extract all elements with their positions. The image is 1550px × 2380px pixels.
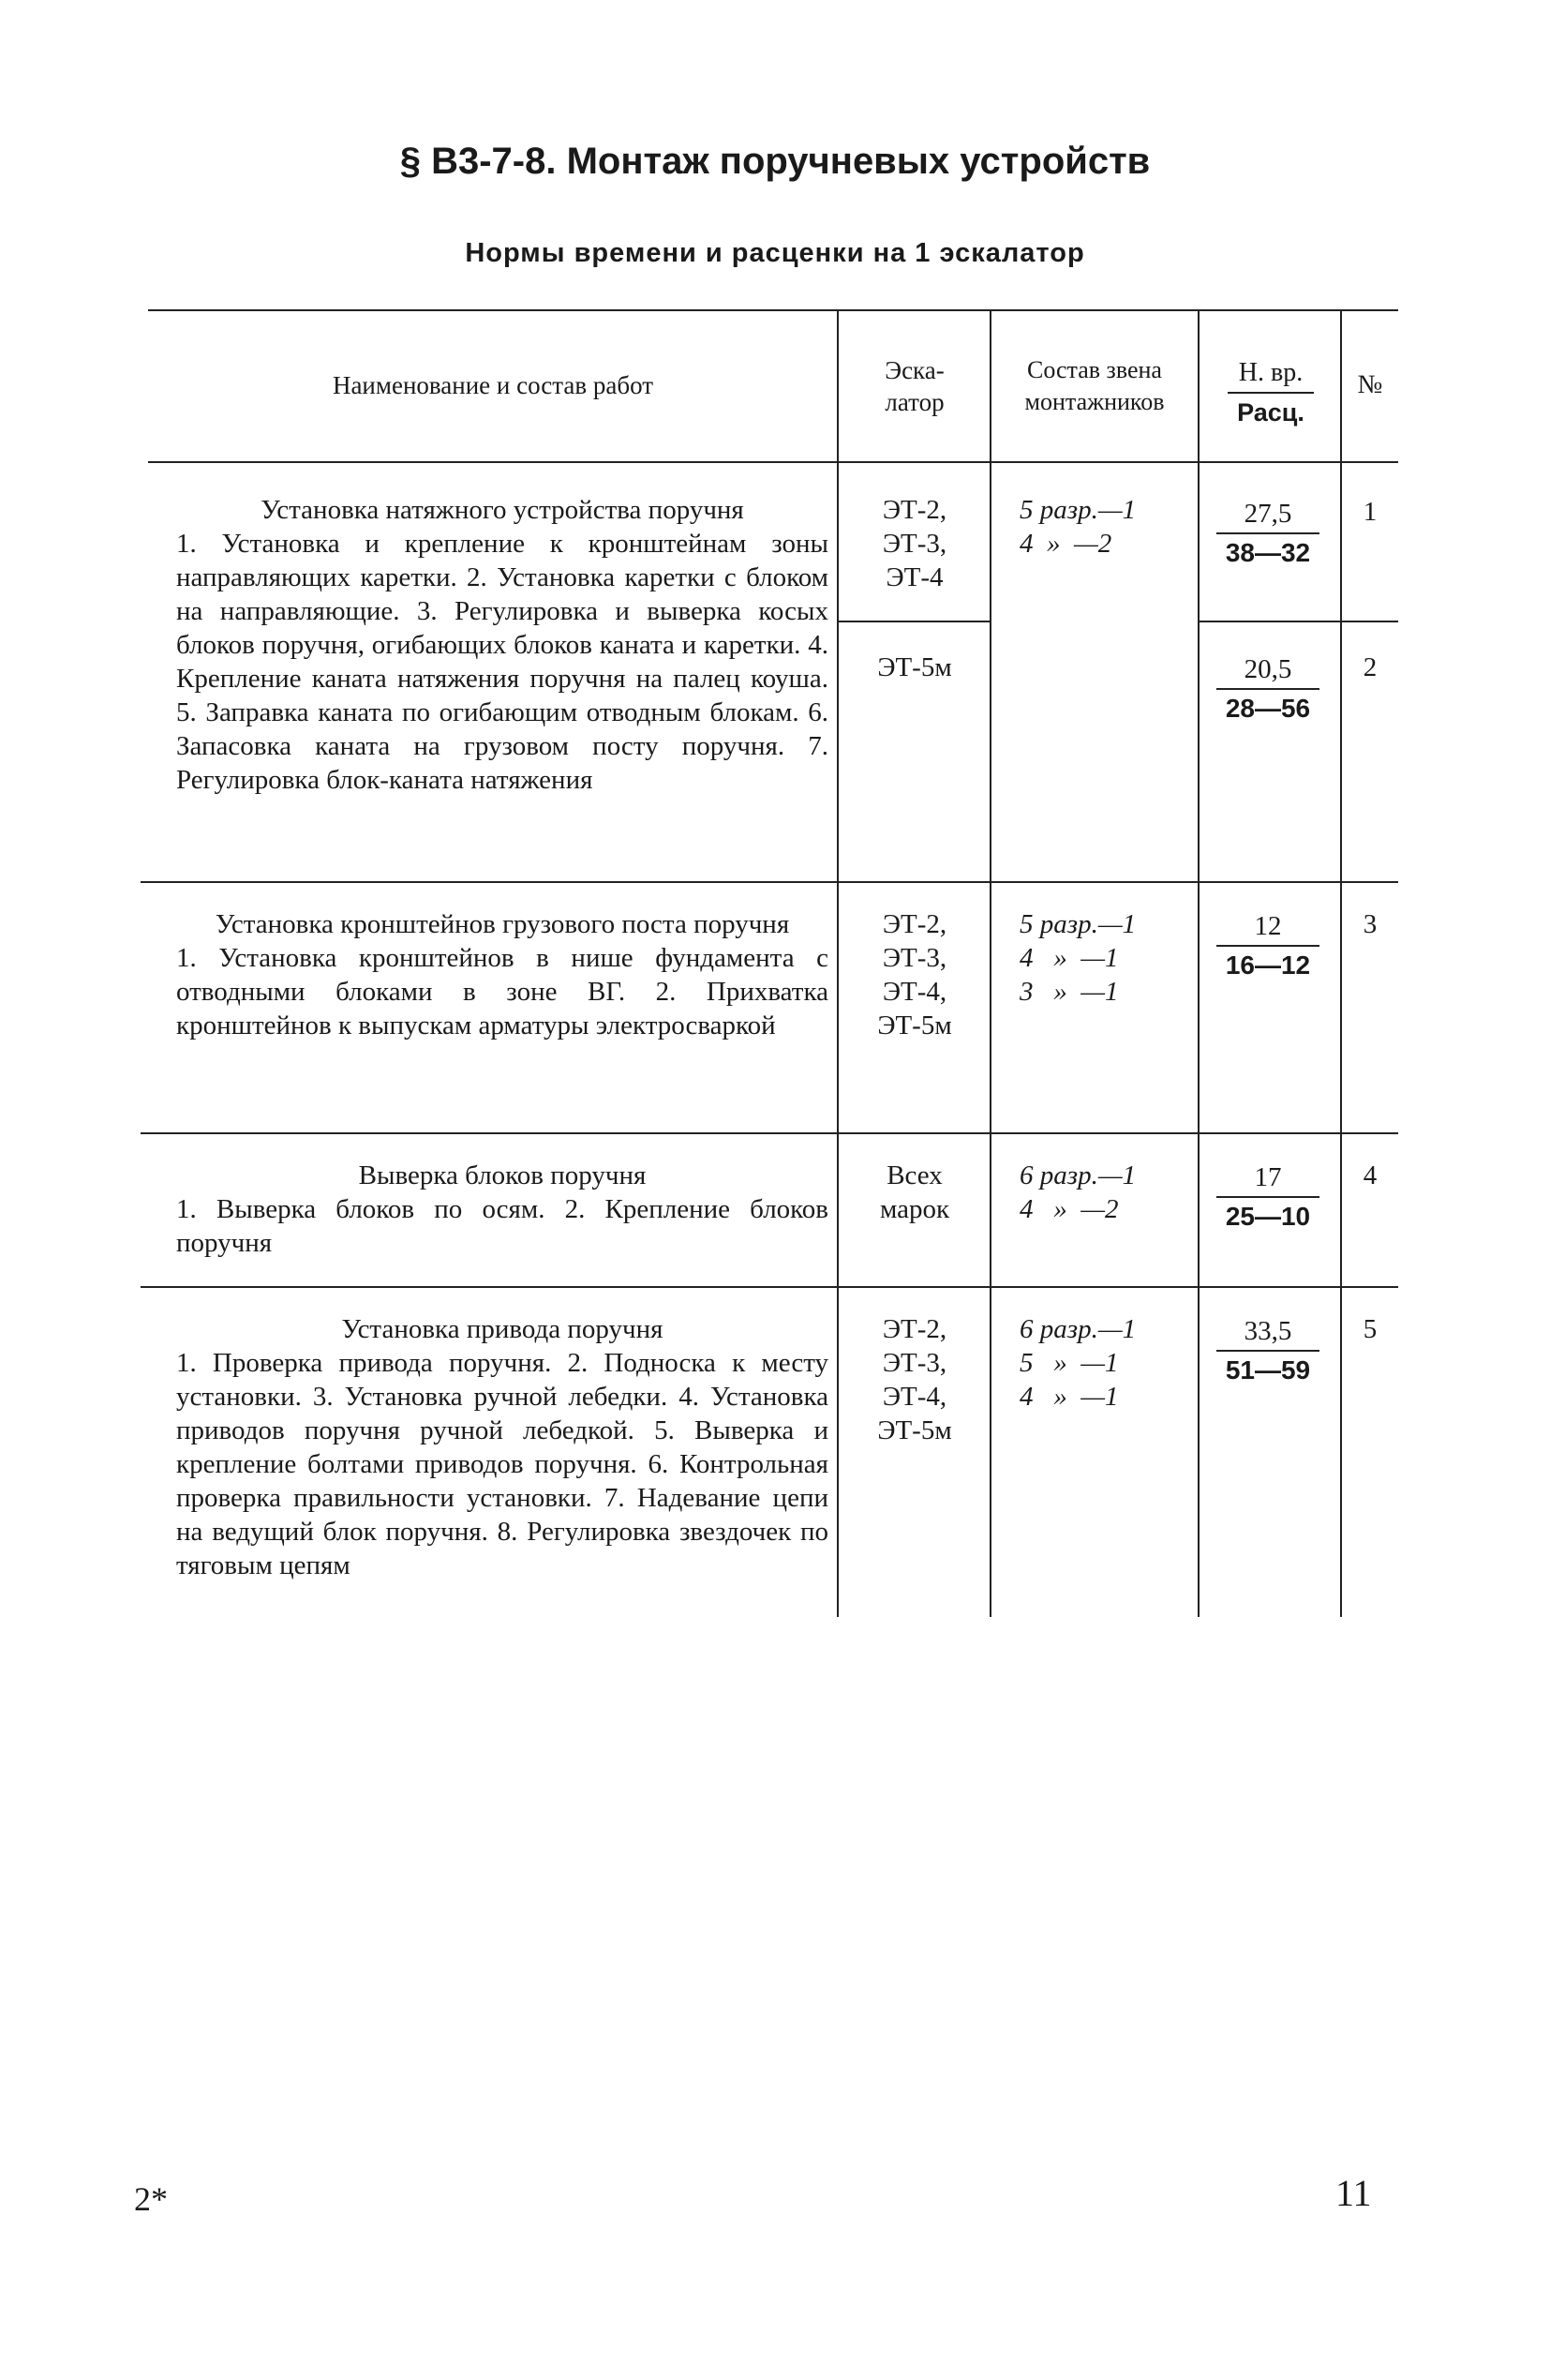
crew-line: 4 » —1	[1020, 943, 1119, 973]
escalator-cell	[840, 493, 990, 594]
work-description: 1. Выверка блоков по осям. 2. Крепление блоков поручня	[176, 1194, 828, 1258]
page-number: 11	[1335, 2172, 1372, 2214]
escalator-model: ЭТ-4,	[882, 1382, 947, 1412]
header-crew-line1: Состав звена	[1027, 356, 1162, 383]
signature-mark: 2*	[134, 2180, 168, 2218]
crew-line: 5 » —1	[1020, 1348, 1119, 1378]
table-row	[176, 1312, 828, 1582]
norm-value: 20,5	[1216, 651, 1319, 690]
norm-price-cell	[1216, 1312, 1319, 1389]
table-top-rule	[148, 309, 1398, 311]
sub-row-rule	[837, 621, 990, 622]
crew-line: 5 разр.—1	[1020, 909, 1137, 939]
table-row	[176, 1159, 828, 1260]
crew-cell	[1020, 1312, 1198, 1414]
row-rule-1	[141, 881, 1398, 883]
row-number: 4	[1363, 1160, 1378, 1190]
escalator-model: Всех	[887, 1160, 943, 1190]
escalator-model: ЭТ-5м	[877, 1010, 952, 1040]
col-rule-escalator	[990, 309, 991, 1617]
crew-cell	[1020, 1159, 1198, 1226]
sub-row-rule-norm	[1198, 621, 1398, 622]
norm-value: 17	[1216, 1159, 1319, 1198]
crew-line: 5 разр.—1	[1020, 495, 1137, 525]
work-title: Установка привода поручня	[341, 1314, 663, 1344]
col-rule-crew	[1198, 309, 1200, 1617]
row-rule-3	[141, 1286, 1398, 1288]
row-rule-2	[141, 1132, 1398, 1134]
header-escalator	[840, 354, 990, 418]
escalator-model: ЭТ-2,	[882, 495, 947, 525]
crew-line: 3 » —1	[1020, 977, 1119, 1007]
price-value: 38—32	[1225, 538, 1311, 567]
header-bottom-rule	[148, 461, 1398, 463]
escalator-model: ЭТ-5м	[877, 1415, 952, 1445]
price-value: 16—12	[1225, 951, 1311, 980]
escalator-model: ЭТ-2,	[882, 909, 947, 939]
crew-cell	[1020, 493, 1198, 561]
crew-line: 6 разр.—1	[1020, 1314, 1137, 1344]
work-title: Выверка блоков поручня	[358, 1160, 647, 1190]
row-number: 2	[1363, 652, 1378, 682]
work-title: Установка кронштейнов грузового поста поручня	[215, 909, 790, 939]
table-row	[176, 493, 828, 797]
escalator-model: ЭТ-4	[886, 562, 944, 592]
header-norm	[1228, 354, 1314, 431]
work-title: Установка натяжного устройства поручня	[261, 495, 744, 525]
escalator-cell	[840, 907, 990, 1042]
crew-line: 4 » —1	[1020, 1382, 1119, 1412]
escalator-model: ЭТ-5м	[877, 652, 952, 682]
price-value: 28—56	[1225, 694, 1311, 723]
col-rule-work	[837, 309, 839, 1617]
row-number: 5	[1363, 1314, 1378, 1344]
norm-price-cell	[1216, 1159, 1319, 1235]
header-number: №	[1357, 370, 1383, 399]
escalator-model: марок	[879, 1194, 950, 1224]
norm-price-cell	[1216, 651, 1319, 727]
work-description: 1. Установка кронштейнов в нише фундамента с отводными блоками в зоне ВГ. 2. Прихватка кронштейнов к выпускам арматуры электросваркой	[176, 943, 828, 1040]
row-number: 1	[1363, 497, 1378, 527]
escalator-model: ЭТ-3,	[882, 943, 947, 973]
page-subtitle: Нормы времени и расценки на 1 эскалатор	[465, 238, 1085, 268]
header-norm-top: Н. вр.	[1228, 354, 1314, 394]
header-escalator-line1: Эска-	[885, 356, 945, 384]
escalator-model: ЭТ-4,	[882, 977, 947, 1007]
escalator-cell	[840, 1312, 990, 1447]
escalator-model: ЭТ-3,	[882, 1348, 947, 1378]
header-escalator-line2: латор	[885, 388, 945, 416]
escalator-cell	[840, 651, 990, 684]
norm-value: 12	[1216, 907, 1319, 947]
norm-price-cell	[1216, 495, 1319, 572]
header-crew	[991, 354, 1198, 418]
crew-line: 4 » —2	[1020, 1194, 1119, 1224]
row-number: 3	[1363, 909, 1378, 939]
norm-value: 33,5	[1216, 1312, 1319, 1352]
table-row	[176, 907, 828, 1042]
header-crew-line2: монтажников	[1024, 388, 1165, 415]
norm-price-cell	[1216, 907, 1319, 984]
header-work: Наименование и состав работ	[332, 371, 654, 399]
price-value: 25—10	[1225, 1202, 1311, 1231]
work-description: 1. Установка и крепление к кронштейнам зоны направляющих каретки. 2. Установка каретки с блоком на направляющие. 3. Регулировка и выверка косых блоков поручня, огибающих блоков каната и каретки. 4. Крепление каната натяжения поручня на палец коуша. 5. Заправка каната по огибающим отводным блокам. 6. Запасовка каната на грузовом посту поручня. 7. Регулировка блок-каната натяжения	[176, 529, 828, 795]
crew-cell	[1020, 907, 1198, 1009]
norm-value: 27,5	[1216, 495, 1319, 534]
crew-line: 4 » —2	[1020, 529, 1112, 559]
escalator-cell	[840, 1159, 990, 1226]
escalator-model: ЭТ-3,	[882, 529, 947, 559]
page-title: § В3-7-8. Монтаж поручневых устройств	[399, 141, 1151, 182]
work-description: 1. Проверка привода поручня. 2. Подноска к месту установки. 3. Установка ручной лебедки. 4. Установка приводов поручня ручной лебедкой. 5. Выверка и крепление болтами приводов поручня. 6. Контрольная проверка правильности установки. 7. Надевание цепи на ведущий блок поручня. 8. Регулировка звездочек по тяговым цепям	[176, 1348, 828, 1580]
escalator-model: ЭТ-2,	[882, 1314, 947, 1344]
crew-line: 6 разр.—1	[1020, 1160, 1137, 1190]
price-value: 51—59	[1225, 1355, 1311, 1385]
header-norm-bottom: Расц.	[1237, 398, 1304, 427]
